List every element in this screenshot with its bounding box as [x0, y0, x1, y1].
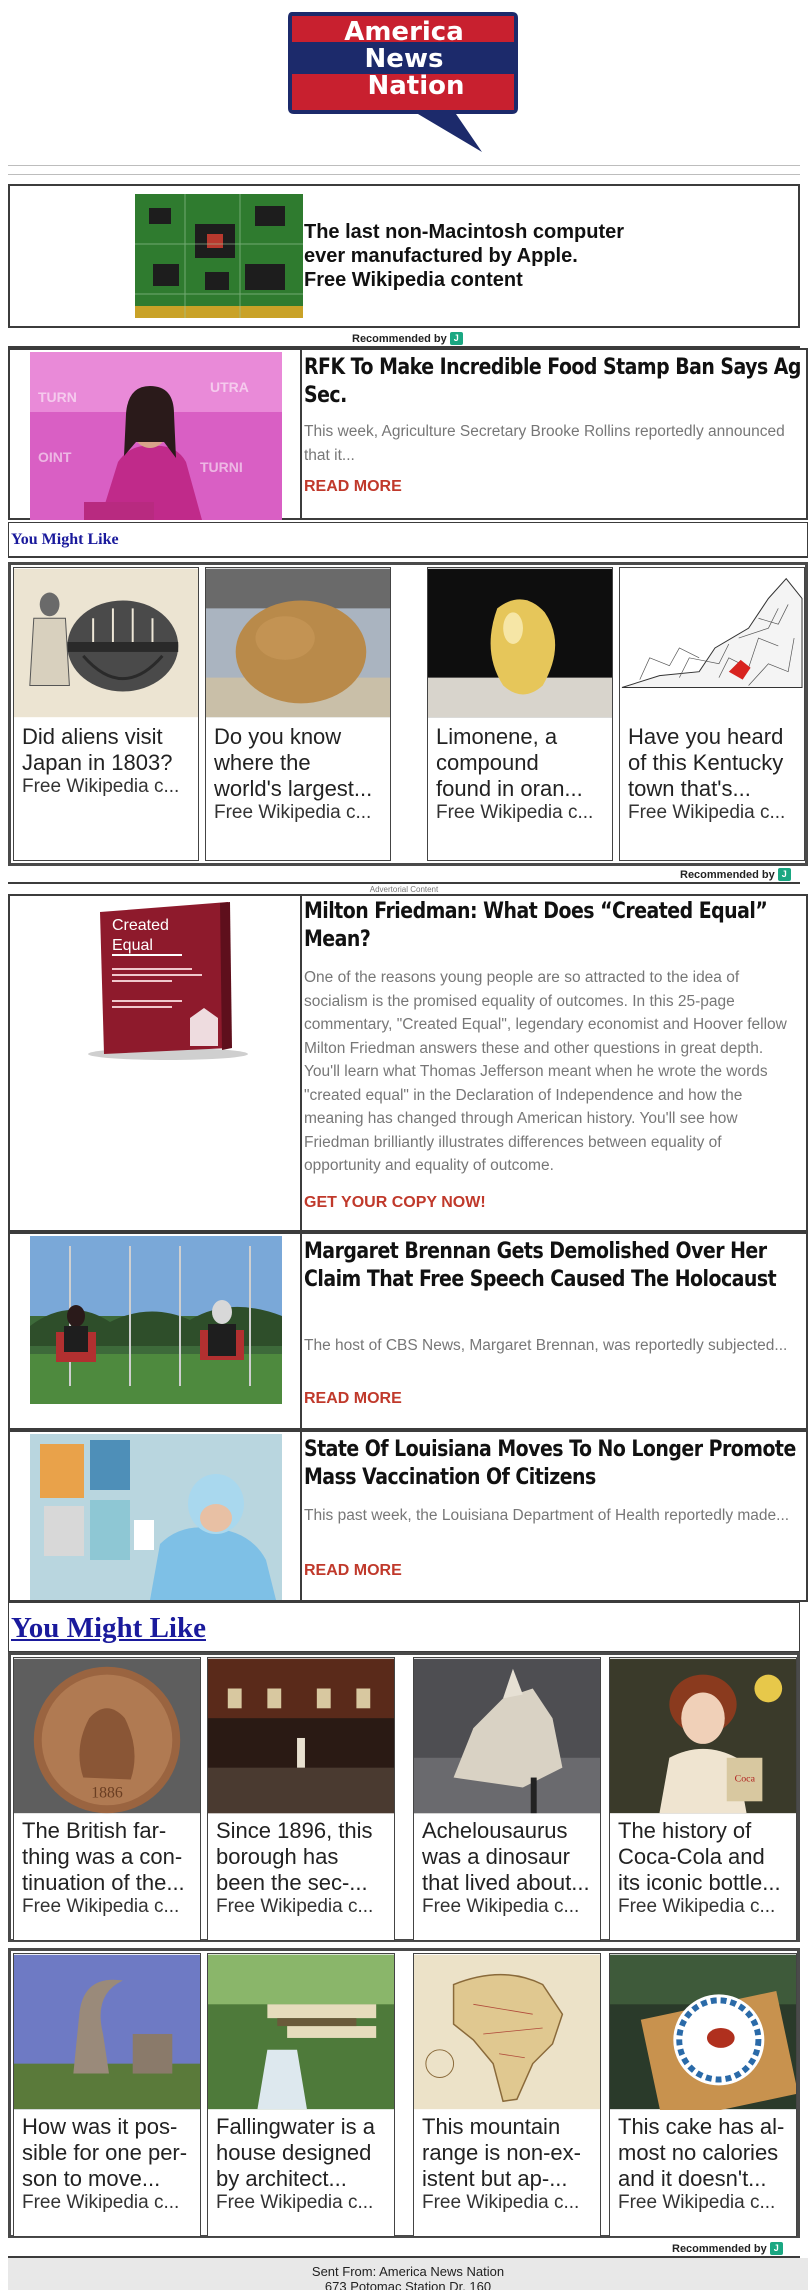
card-image-africa-map — [414, 1954, 600, 2110]
read-more-link[interactable]: READ MORE — [304, 1390, 402, 1407]
card-source: Free Wikipedia c... — [618, 1896, 776, 1917]
article-image-rollins — [30, 352, 282, 520]
article-title[interactable]: Milton Friedman: What Does “Created Equal” Mean? — [304, 899, 768, 952]
recommendation-card[interactable] — [13, 1657, 201, 1941]
card-image-fallingwater — [208, 1954, 394, 2110]
mailing-address: 673 Potomac Station Dr. 160 — [324, 2279, 492, 2290]
card-title[interactable]: Achelousaurus was a dinosaur that lived about... — [422, 1818, 590, 1895]
divider — [8, 882, 800, 884]
svg-text:America: America — [344, 17, 464, 47]
card-source: Free Wikipedia c... — [422, 1896, 580, 1917]
recommendation-grid — [8, 562, 808, 866]
card-image-stone-moon — [14, 1954, 200, 2110]
svg-text:Created: Created — [112, 917, 169, 934]
get-copy-link[interactable]: GET YOUR COPY NOW! — [304, 1194, 486, 1211]
recommender-logo-icon: J — [770, 2242, 783, 2255]
america-news-nation-logo[interactable] — [286, 10, 522, 154]
sent-from: Sent From: America News Nation — [311, 2264, 505, 2279]
you-might-like-header[interactable]: You Might Like — [8, 1602, 800, 1652]
card-title[interactable]: Did aliens visit Japan in 1803? — [22, 724, 173, 775]
created-equal-book-image — [70, 896, 266, 1066]
article-image-vaccination — [30, 1434, 282, 1600]
card-source: Free Wikipedia c... — [22, 1896, 180, 1917]
recommender-logo-icon: J — [778, 868, 791, 881]
header-rule — [8, 165, 800, 166]
svg-text:News: News — [364, 44, 444, 74]
circuit-board-image — [135, 194, 303, 318]
masthead — [0, 0, 808, 160]
svg-text:OINT: OINT — [38, 449, 72, 465]
card-image-achelousaurus — [414, 1658, 600, 1814]
email-footer — [8, 2258, 808, 2290]
recommendation-grid — [8, 1652, 800, 1942]
card-source: Free Wikipedia c... — [216, 1896, 374, 1917]
card-title[interactable]: This cake has al- most no calories and it doesn't... — [618, 2114, 785, 2191]
svg-text:UTRA: UTRA — [210, 379, 249, 395]
recommendation-card[interactable] — [207, 1657, 395, 1941]
card-title[interactable]: Since 1896, this borough has been the sec-... — [216, 1818, 373, 1895]
card-title[interactable]: The history of Coca-Cola and its iconic bottle... — [618, 1818, 781, 1895]
svg-text:Equal: Equal — [112, 937, 153, 954]
card-source: Free Wikipedia c... — [422, 2192, 580, 2213]
read-more-link[interactable]: READ MORE — [304, 1562, 402, 1579]
article-description: This past week, the Louisiana Department of Health reportedly made... — [304, 1507, 790, 1524]
recommendation-card[interactable] — [205, 567, 391, 861]
article-title[interactable]: Margaret Brennan Gets Demolished Over Her Claim That Free Speech Caused The Holocaust — [304, 1239, 777, 1292]
recommendation-grid — [8, 1948, 800, 2238]
article-title[interactable]: State Of Louisiana Moves To No Longer Promote Mass Vaccination Of Citizens — [304, 1437, 796, 1490]
advertorial-label: Advertorial Content — [369, 885, 439, 894]
read-more-link[interactable]: READ MORE — [304, 478, 402, 495]
card-source: Free Wikipedia c... — [22, 776, 180, 797]
svg-text:Coca: Coca — [734, 1773, 755, 1785]
card-title[interactable]: Limonene, a compound found in oran... — [436, 724, 583, 801]
card-image-utsuro-bune — [14, 568, 198, 718]
column-divider — [300, 1432, 302, 1600]
sponsored-book-card[interactable] — [8, 894, 808, 1232]
article-description: The host of CBS News, Margaret Brennan, was reportedly subjected... — [304, 1337, 788, 1354]
article-image-interview — [30, 1236, 282, 1404]
card-title[interactable]: Have you heard of this Kentucky town that's... — [628, 724, 784, 801]
column-divider — [300, 896, 302, 1230]
card-image-kentucky-map — [620, 568, 804, 718]
recommended-by[interactable]: Recommended by J — [680, 868, 791, 882]
card-image-coca-cola — [610, 1658, 796, 1814]
card-source: Free Wikipedia c... — [216, 2192, 374, 2213]
svg-text:1886: 1886 — [91, 1784, 123, 1802]
recommendation-card[interactable] — [609, 1953, 797, 2237]
card-title[interactable]: This mountain range is non-ex- istent but ap-... — [422, 2114, 581, 2191]
recommendation-card[interactable] — [413, 1953, 601, 2237]
recommendation-card[interactable] — [619, 567, 805, 861]
recommendation-card[interactable] — [13, 567, 199, 861]
card-source: Free Wikipedia c... — [436, 802, 594, 823]
recommendation-card[interactable] — [413, 1657, 601, 1941]
svg-text:Nation: Nation — [367, 71, 465, 101]
article-description: One of the reasons young people are so attracted to the idea of socialism is the promised equality of outcomes. In this 25-page commentary, "Created Equal", legendary economist and Hoover fellow Milton Friedman answers these and other questions in great depth. You'll learn what Thomas Jefferson meant when he wrote the words "created equal" in the Declaration of Independence and how the meaning has changed through American history. You'll see how Friedman brilliantly illustrates differences between equality of opportunity and equality of outcome. — [304, 969, 787, 1174]
card-image-borough-street — [208, 1658, 394, 1814]
card-image-limonene — [428, 568, 612, 718]
recommendation-card[interactable] — [609, 1657, 797, 1941]
recommended-by[interactable]: Recommended by J — [352, 332, 463, 346]
column-divider — [300, 350, 302, 518]
recommendation-card[interactable] — [427, 567, 613, 861]
recommended-by[interactable]: Recommended by J — [672, 2242, 783, 2256]
article-description: This week, Agriculture Secretary Brooke Rollins reportedly announced that it... — [304, 423, 785, 464]
svg-text:TURN: TURN — [38, 389, 77, 405]
sponsored-ad-apple-computer[interactable] — [8, 184, 800, 328]
recommendation-card[interactable] — [207, 1953, 395, 2237]
card-source: Free Wikipedia c... — [628, 802, 786, 823]
svg-text:TURNI: TURNI — [200, 459, 243, 475]
card-title[interactable]: Fallingwater is a house designed by architect... — [216, 2114, 375, 2191]
header-rule — [8, 174, 800, 175]
card-image-large-stone — [206, 568, 390, 718]
column-divider — [300, 1234, 302, 1428]
card-title[interactable]: How was it pos- sible for one per- son to move... — [22, 2114, 188, 2191]
article-card[interactable] — [8, 348, 808, 520]
card-title[interactable]: The British far- thing was a con- tinuation of the... — [22, 1818, 185, 1895]
card-title[interactable]: Do you know where the world's largest... — [214, 724, 373, 801]
recommendation-card[interactable] — [13, 1953, 201, 2237]
article-card[interactable] — [8, 1430, 808, 1602]
card-source: Free Wikipedia c... — [618, 2192, 776, 2213]
card-image-farthing-coin — [14, 1658, 200, 1814]
card-source: Free Wikipedia c... — [22, 2192, 180, 2213]
article-title[interactable]: RFK To Make Incredible Food Stamp Ban Says Ag Sec. — [304, 355, 801, 408]
card-image-cake-plate — [610, 1954, 796, 2110]
you-might-like-header: You Might Like — [8, 522, 808, 558]
recommender-logo-icon: J — [450, 332, 463, 345]
card-source: Free Wikipedia c... — [214, 802, 372, 823]
ad-headline[interactable]: The last non-Macintosh computer ever manufactured by Apple. Free Wikipedia content — [304, 221, 625, 291]
article-card[interactable] — [8, 1232, 808, 1430]
